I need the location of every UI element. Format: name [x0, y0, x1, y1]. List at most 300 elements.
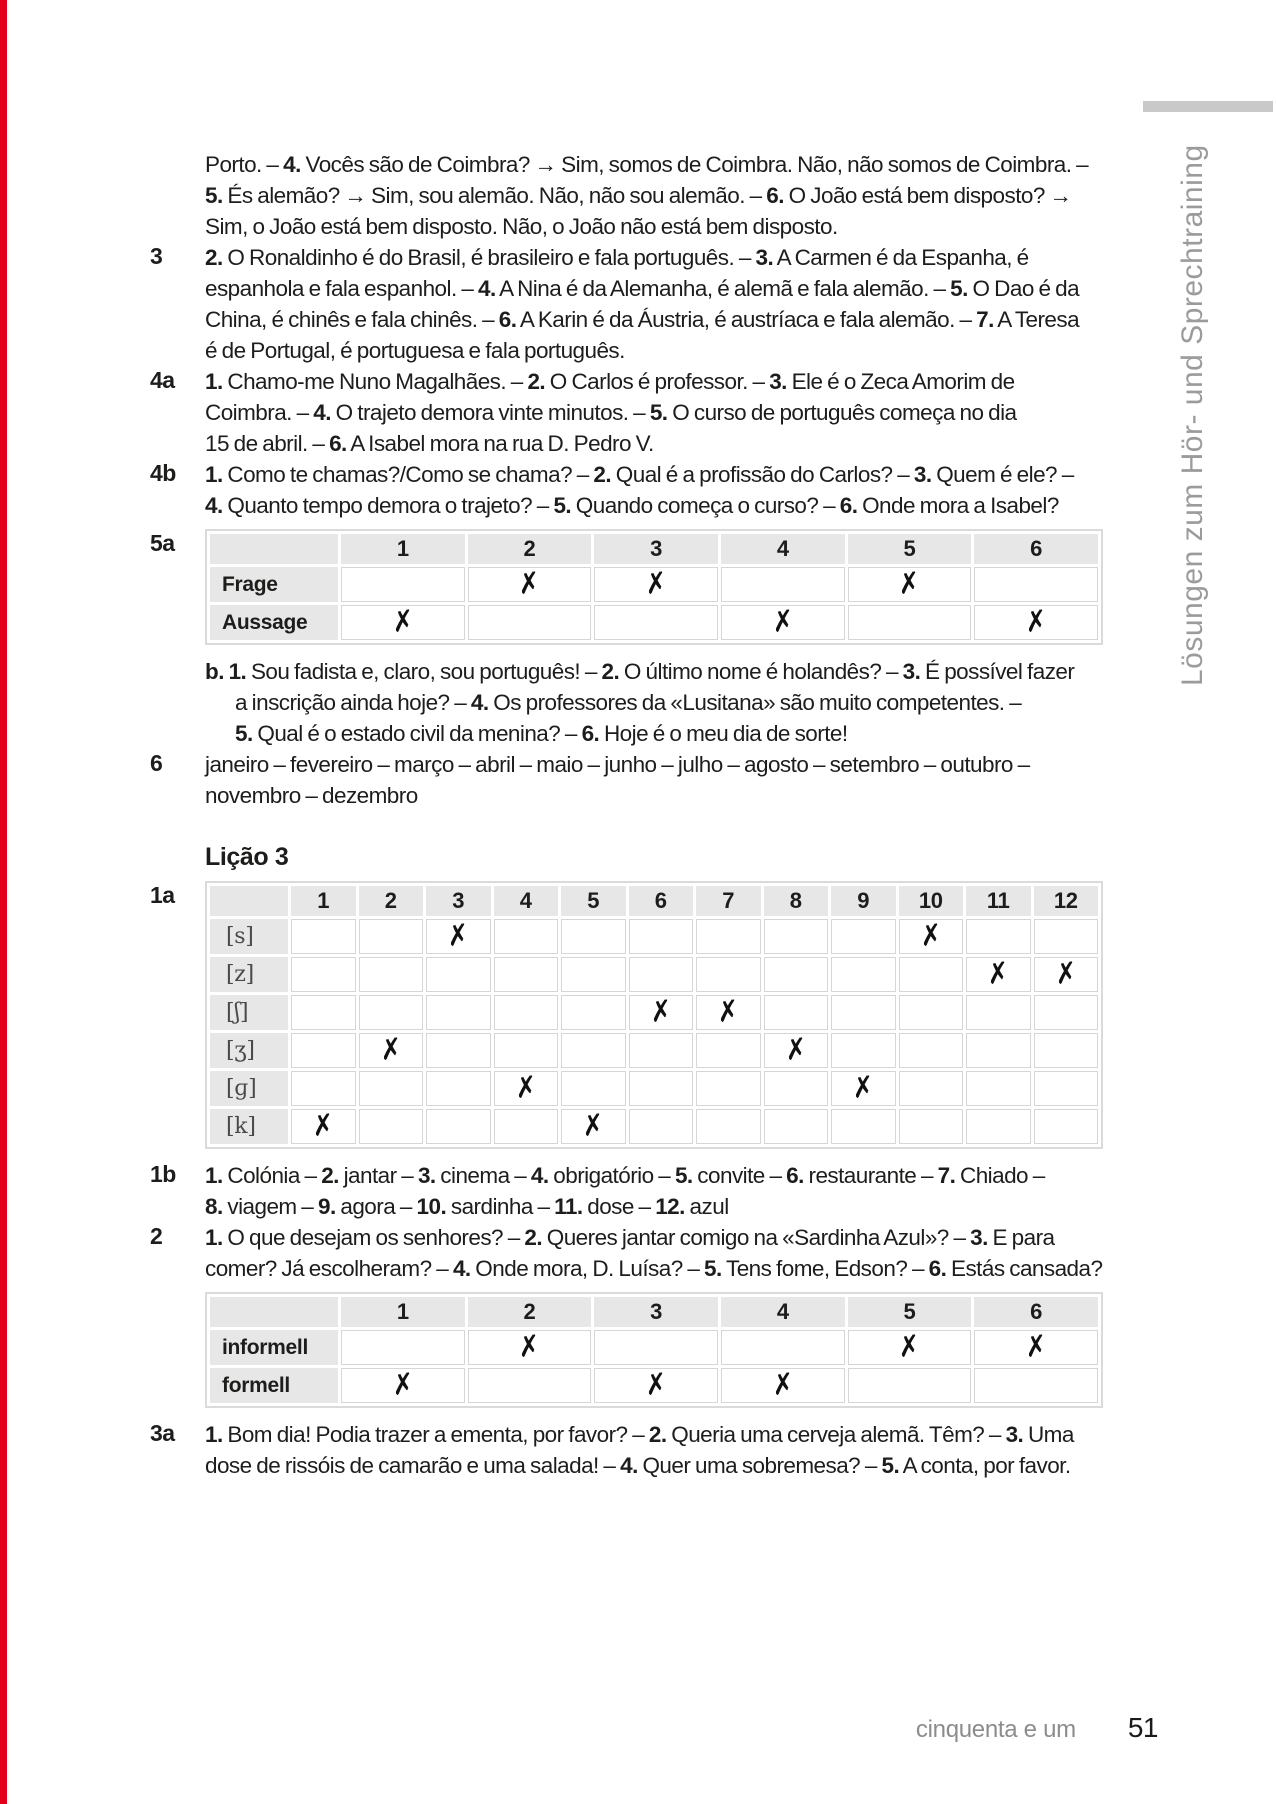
- answer-table-block: [150, 529, 1130, 645]
- answer-text: Sou fadista e, claro, sou português! –: [246, 659, 602, 684]
- table-column-header: 3: [594, 1297, 718, 1327]
- table-row: [210, 1033, 1098, 1068]
- answer-item-number: 4.: [283, 152, 301, 177]
- answer-table: [205, 529, 1103, 645]
- answer-table-block: [150, 881, 1130, 1149]
- answer-text: A Isabel mora na rua D. Pedro V.: [346, 431, 654, 456]
- answer-item-number: 9.: [317, 1194, 336, 1219]
- table-row: [210, 605, 1098, 640]
- answer-cell: [426, 1033, 491, 1068]
- answer-cell: [899, 1109, 964, 1144]
- answer-item-number: 3.: [417, 1163, 436, 1188]
- answer-cell: [468, 1330, 592, 1365]
- answer-item-number: 5.: [674, 1163, 693, 1188]
- answer-text: jantar –: [338, 1163, 418, 1188]
- answer-cell: [1034, 919, 1099, 954]
- answer-text: Qual é o estado civil da menina? –: [252, 721, 582, 746]
- answer-text: É possível fazer: [920, 659, 1075, 684]
- answer-table: [205, 881, 1103, 1149]
- answer-cell: [341, 605, 465, 640]
- answer-cell: [1034, 957, 1099, 992]
- x-mark: ✗: [770, 604, 796, 640]
- answer-text: Quem é ele? –: [931, 462, 1074, 487]
- answer-text: Ele é o Zeca Amorim de: [786, 369, 1015, 394]
- exercise-block: [150, 1160, 1130, 1222]
- text-line: [205, 428, 1130, 459]
- table-corner-cell: [210, 886, 288, 916]
- answer-cell: [1034, 1109, 1099, 1144]
- answer-text: O Carlos é professor. –: [545, 369, 770, 394]
- answer-item-number: 12.: [655, 1194, 685, 1219]
- answer-cell: [848, 605, 972, 640]
- answer-cell: [291, 1033, 356, 1068]
- answer-item-number: 5.: [649, 400, 668, 425]
- answer-cell: [359, 1071, 424, 1106]
- footer-page-words: cinquenta e um: [915, 1716, 1076, 1743]
- table-column-header: 5: [848, 1297, 972, 1327]
- answer-item-number: 6.: [581, 721, 600, 746]
- table-column-header: 2: [468, 534, 592, 564]
- answer-cell: [966, 957, 1031, 992]
- answer-text: Qual é a profissão do Carlos? –: [611, 462, 914, 487]
- answer-cell: [831, 1071, 896, 1106]
- answer-text: O Dao é da: [967, 276, 1080, 301]
- answer-item-number: 6.: [786, 1163, 804, 1188]
- answer-text: O curso de português começa no dia: [667, 400, 1017, 425]
- answer-text: A conta, por favor.: [899, 1453, 1071, 1478]
- answer-cell: [899, 957, 964, 992]
- answer-cell: [629, 1033, 694, 1068]
- answer-cell: [594, 567, 718, 602]
- x-mark: ✗: [770, 1367, 796, 1403]
- text-line: [205, 459, 1130, 490]
- answer-text: Uma: [1023, 1422, 1074, 1447]
- answer-cell: [974, 605, 1098, 640]
- text-line: [205, 1419, 1130, 1450]
- answer-text: dose de rissóis de camarão e uma salada! –: [205, 1453, 621, 1478]
- text-line: [205, 273, 1130, 304]
- answer-cell: [899, 995, 964, 1030]
- answer-cell: [721, 605, 845, 640]
- answer-text: Queres jantar comigo na «Sardinha Azul»? –: [542, 1225, 971, 1250]
- sidebar-chapter-title: Lösungen zum Hör- und Sprechtraining: [1176, 144, 1209, 686]
- text-line: [205, 1191, 1130, 1222]
- answer-text: espanhola e fala espanhol. –: [205, 276, 479, 301]
- answer-item-number: 6.: [839, 493, 858, 518]
- exercise-number: 3: [150, 243, 163, 269]
- answer-item-number: 1.: [205, 369, 223, 394]
- answer-cell: [426, 957, 491, 992]
- table-row: [210, 1330, 1098, 1365]
- text-line: [205, 335, 1130, 366]
- answer-cell: [494, 957, 559, 992]
- table-row: [210, 919, 1098, 954]
- answer-item-number: 6.: [329, 431, 347, 456]
- text-line: [205, 1222, 1130, 1253]
- table-header-row: [210, 534, 1098, 564]
- answer-cell: [966, 1109, 1031, 1144]
- footer: [916, 1712, 1158, 1744]
- x-mark: ✗: [580, 1108, 606, 1144]
- answer-cell: [494, 1109, 559, 1144]
- content-blocks: [150, 149, 1130, 1481]
- answer-cell: [291, 995, 356, 1030]
- table-row-label: Frage: [210, 567, 338, 602]
- answer-item-number: 5.: [205, 183, 223, 208]
- answer-text: dose –: [582, 1194, 656, 1219]
- exercise-block: [150, 749, 1130, 811]
- answer-item-number: 7.: [937, 1163, 956, 1188]
- text-line: [205, 397, 1130, 428]
- answer-cell: [426, 995, 491, 1030]
- answer-cell: [426, 1071, 491, 1106]
- answer-item-number: 5.: [950, 276, 968, 301]
- answer-cell: [468, 1368, 592, 1403]
- answer-item-number: 2.: [648, 1422, 667, 1447]
- x-mark: ✗: [1023, 604, 1049, 640]
- answer-cell: [291, 1109, 356, 1144]
- answer-cell: [291, 919, 356, 954]
- table-row: [210, 567, 1098, 602]
- answer-item-number: 1.: [205, 462, 223, 487]
- answer-text: janeiro – fevereiro – março – abril – maio – junho – julho – agosto – setembro – outubro –: [205, 752, 1030, 777]
- answer-cell: [629, 919, 694, 954]
- exercise-number: 1b: [150, 1161, 176, 1187]
- answer-item-number: 2.: [321, 1163, 339, 1188]
- answer-item-number: 1.: [205, 1422, 223, 1447]
- answer-cell: [359, 1033, 424, 1068]
- table-column-header: 5: [848, 534, 972, 564]
- answer-text: A Carmen é da Espanha, é: [773, 245, 1029, 270]
- answer-text: A Nina é da Alemanha, é alemã e fala alemão. –: [495, 276, 951, 301]
- x-mark: ✗: [783, 1032, 809, 1068]
- x-mark: ✗: [985, 956, 1011, 992]
- answer-cell: [966, 1033, 1031, 1068]
- answer-text: Sim, o João está bem disposto. Não, o João não está bem disposto.: [205, 214, 838, 239]
- answer-cell: [721, 567, 845, 602]
- answer-item-number: 2.: [524, 1225, 543, 1250]
- answer-cell: [359, 995, 424, 1030]
- text-line: [205, 1160, 1130, 1191]
- table-corner-cell: [210, 1297, 338, 1327]
- answer-item-number: 6.: [766, 183, 784, 208]
- text-line: [205, 180, 1130, 211]
- answer-item-number: 6.: [928, 1256, 947, 1281]
- table-column-header: 4: [494, 886, 559, 916]
- answer-text: És alemão? → Sim, sou alemão. Não, não sou alemão. –: [222, 183, 767, 208]
- answer-text: O João está bem disposto? →: [783, 183, 1072, 208]
- x-mark: ✗: [896, 566, 922, 602]
- answer-cell: [561, 1033, 626, 1068]
- table-column-header: 3: [594, 534, 718, 564]
- table-row-label: [ɡ]: [210, 1071, 288, 1106]
- answer-text: Chiado –: [955, 1163, 1045, 1188]
- answer-text: novembro – dezembro: [205, 783, 418, 808]
- answer-item-number: 4.: [470, 690, 489, 715]
- answer-text: A Karin é da Áustria, é austríaca e fala alemão. –: [516, 307, 977, 332]
- answer-item-number: 3.: [970, 1225, 988, 1250]
- answer-cell: [468, 605, 592, 640]
- answer-item-number: 1.: [205, 1225, 223, 1250]
- answer-item-number: 5.: [704, 1256, 722, 1281]
- answer-text: Chamo-me Nuno Magalhães. –: [222, 369, 528, 394]
- answer-cell: [561, 919, 626, 954]
- text-line: [205, 687, 1130, 718]
- x-mark: ✗: [643, 566, 669, 602]
- answer-text: obrigatório –: [548, 1163, 675, 1188]
- table-column-header: 9: [831, 886, 896, 916]
- x-mark: ✗: [1053, 956, 1079, 992]
- exercise-block: [150, 366, 1130, 459]
- answer-text: sardinha –: [446, 1194, 555, 1219]
- answer-text: Hoje é o meu dia de sorte!: [599, 721, 848, 746]
- answer-cell: [966, 995, 1031, 1030]
- answer-cell: [831, 957, 896, 992]
- answer-cell: [974, 567, 1098, 602]
- answer-text: Onde mora a Isabel?: [857, 493, 1059, 518]
- footer-page-number: 51: [1127, 1712, 1158, 1743]
- answer-text: O último nome é holandês? –: [619, 659, 903, 684]
- text-line: [205, 656, 1130, 687]
- answer-cell: [494, 995, 559, 1030]
- exercise-block: [150, 656, 1130, 749]
- answer-item-number: 3.: [913, 462, 932, 487]
- answer-cell: [696, 1033, 761, 1068]
- answer-item-number: 4.: [452, 1256, 471, 1281]
- x-mark: ✗: [648, 994, 674, 1030]
- answer-text: agora –: [335, 1194, 417, 1219]
- answer-item-number: 4.: [620, 1453, 638, 1478]
- x-mark: ✗: [310, 1108, 336, 1144]
- table-row-label: [k]: [210, 1109, 288, 1144]
- text-line: [205, 749, 1130, 780]
- answer-cell: [426, 919, 491, 954]
- table-column-header: 1: [341, 1297, 465, 1327]
- answer-text: O trajeto demora vinte minutos. –: [330, 400, 650, 425]
- table-header-row: [210, 1297, 1098, 1327]
- answer-cell: [561, 957, 626, 992]
- answer-cell: [974, 1368, 1098, 1403]
- answer-text: Os professores da «Lusitana» são muito competentes. –: [488, 690, 1022, 715]
- x-mark: ✗: [390, 1367, 416, 1403]
- answer-item-number: 4.: [205, 493, 223, 518]
- table-column-header: 6: [974, 1297, 1098, 1327]
- answer-cell: [341, 1330, 465, 1365]
- answer-cell: [494, 919, 559, 954]
- answer-text: E para: [987, 1225, 1055, 1250]
- answer-item-number: 4.: [530, 1163, 549, 1188]
- answer-cell: [696, 1109, 761, 1144]
- answer-cell: [721, 1330, 845, 1365]
- answer-item-number: b. 1.: [205, 659, 247, 684]
- answer-cell: [764, 995, 829, 1030]
- answer-cell: [629, 1109, 694, 1144]
- answer-cell: [966, 1071, 1031, 1106]
- exercise-block: [150, 459, 1130, 521]
- table-row-label: [s]: [210, 919, 288, 954]
- answer-item-number: 2.: [601, 659, 620, 684]
- answer-item-number: 4.: [313, 400, 331, 425]
- answer-cell: [494, 1071, 559, 1106]
- answer-text: A Teresa: [993, 307, 1080, 332]
- answer-cell: [721, 1368, 845, 1403]
- answer-item-number: 2.: [205, 245, 223, 270]
- answer-item-number: 4.: [478, 276, 496, 301]
- answer-text: O Ronaldinho é do Brasil, é brasileiro e fala português. –: [222, 245, 756, 270]
- exercise-block: [150, 1222, 1130, 1284]
- exercise-block: [150, 149, 1130, 242]
- answer-cell: [764, 1109, 829, 1144]
- exercise-number: 2: [150, 1223, 163, 1249]
- answer-cell: [831, 995, 896, 1030]
- answer-text: azul: [684, 1194, 729, 1219]
- text-line: [205, 1253, 1130, 1284]
- answer-item-number: 11.: [554, 1194, 583, 1219]
- answer-text: Queria uma cerveja alemã. Têm? –: [666, 1422, 1006, 1447]
- answer-cell: [468, 567, 592, 602]
- answer-cell: [341, 567, 465, 602]
- exercise-number: 3a: [150, 1420, 175, 1446]
- x-mark: ✗: [715, 994, 741, 1030]
- text-line: [205, 211, 1130, 242]
- answer-cell: [899, 1033, 964, 1068]
- answer-text: convite –: [692, 1163, 787, 1188]
- answer-text: comer? Já escolheram? –: [205, 1256, 453, 1281]
- answer-cell: [764, 1033, 829, 1068]
- answer-text: O que desejam os senhores? –: [222, 1225, 525, 1250]
- table-column-header: 5: [561, 886, 626, 916]
- answer-cell: [291, 1071, 356, 1106]
- x-mark: ✗: [513, 1070, 539, 1106]
- answer-cell: [764, 919, 829, 954]
- table-column-header: 3: [426, 886, 491, 916]
- answer-item-number: 6.: [498, 307, 517, 332]
- answer-cell: [629, 995, 694, 1030]
- answer-item-number: 2.: [593, 462, 612, 487]
- answer-cell: [1034, 1033, 1099, 1068]
- table-column-header: 8: [764, 886, 829, 916]
- x-mark: ✗: [896, 1329, 922, 1365]
- table-column-header: 10: [899, 886, 964, 916]
- exercise-block: [150, 1419, 1130, 1481]
- x-mark: ✗: [643, 1367, 669, 1403]
- text-line: [205, 304, 1130, 335]
- answer-item-number: 10.: [416, 1194, 447, 1219]
- answer-cell: [594, 1330, 718, 1365]
- table-row-label: formell: [210, 1368, 338, 1403]
- answer-item-number: 3.: [1005, 1422, 1024, 1447]
- answer-text: 15 de abril. –: [205, 431, 330, 456]
- answer-text: Quanto tempo demora o trajeto? –: [222, 493, 554, 518]
- table-row-label: Aussage: [210, 605, 338, 640]
- answer-text: é de Portugal, é portuguesa e fala português.: [205, 338, 625, 363]
- answer-text: cinema –: [435, 1163, 531, 1188]
- table-column-header: 4: [721, 534, 845, 564]
- answer-text: Estás cansada?: [946, 1256, 1103, 1281]
- answer-item-number: 7.: [976, 307, 994, 332]
- answer-table-block: [150, 1292, 1130, 1408]
- answer-cell: [696, 1071, 761, 1106]
- answer-cell: [341, 1368, 465, 1403]
- table-column-header: 6: [629, 886, 694, 916]
- x-mark: ✗: [378, 1032, 404, 1068]
- table-header-row: [210, 886, 1098, 916]
- answer-cell: [561, 995, 626, 1030]
- table-row-label: [z]: [210, 957, 288, 992]
- answer-cell: [696, 919, 761, 954]
- answer-item-number: 1.: [205, 1163, 223, 1188]
- text-line: [205, 780, 1130, 811]
- text-line: [205, 490, 1130, 521]
- answer-cell: [764, 1071, 829, 1106]
- answer-cell: [629, 1071, 694, 1106]
- answer-cell: [848, 567, 972, 602]
- answer-text: Vocês são de Coimbra? → Sim, somos de Coimbra. Não, não somos de Coimbra. –: [300, 152, 1089, 177]
- answer-text: restaurante –: [803, 1163, 938, 1188]
- answer-item-number: 3.: [755, 245, 774, 270]
- answer-cell: [561, 1071, 626, 1106]
- answer-cell: [696, 995, 761, 1030]
- exercise-number: 6: [150, 750, 163, 776]
- answer-cell: [899, 1071, 964, 1106]
- table-column-header: 11: [966, 886, 1031, 916]
- answer-cell: [831, 1033, 896, 1068]
- answer-cell: [831, 1109, 896, 1144]
- answer-cell: [966, 919, 1031, 954]
- answer-text: Bom dia! Podia trazer a ementa, por favor? –: [222, 1422, 649, 1447]
- answer-cell: [696, 957, 761, 992]
- answer-cell: [1034, 1071, 1099, 1106]
- text-line: [205, 1450, 1130, 1481]
- x-mark: ✗: [850, 1070, 876, 1106]
- section-heading: Lição 3: [205, 843, 289, 871]
- table-column-header: 2: [359, 886, 424, 916]
- answer-item-number: 5.: [235, 721, 253, 746]
- table-row-label: informell: [210, 1330, 338, 1365]
- table-column-header: 1: [291, 886, 356, 916]
- answer-item-number: 3.: [769, 369, 787, 394]
- answer-cell: [764, 957, 829, 992]
- exercise-number: 4b: [150, 460, 176, 486]
- answer-cell: [561, 1109, 626, 1144]
- answer-text: Quer uma sobremesa? –: [637, 1453, 882, 1478]
- answer-cell: [848, 1330, 972, 1365]
- answer-cell: [494, 1033, 559, 1068]
- answer-cell: [359, 957, 424, 992]
- answer-cell: [594, 1368, 718, 1403]
- exercise-number: 1a: [150, 882, 175, 908]
- answer-table: [205, 1292, 1103, 1408]
- top-right-gray-bar: [1143, 101, 1273, 112]
- answer-text: Colónia –: [222, 1163, 322, 1188]
- answer-cell: [426, 1109, 491, 1144]
- red-left-edge-bar: [0, 0, 7, 1804]
- answer-item-number: 5.: [881, 1453, 900, 1478]
- text-line: [205, 718, 1130, 749]
- x-mark: ✗: [390, 604, 416, 640]
- table-corner-cell: [210, 534, 338, 564]
- answer-cell: [974, 1330, 1098, 1365]
- answer-text: Quando começa o curso? –: [571, 493, 840, 518]
- answer-item-number: 5.: [553, 493, 572, 518]
- answer-item-number: 2.: [527, 369, 546, 394]
- answer-cell: [831, 919, 896, 954]
- answer-cell: [359, 1109, 424, 1144]
- answer-cell: [1034, 995, 1099, 1030]
- answer-cell: [594, 605, 718, 640]
- table-column-header: 7: [696, 886, 761, 916]
- answer-cell: [359, 919, 424, 954]
